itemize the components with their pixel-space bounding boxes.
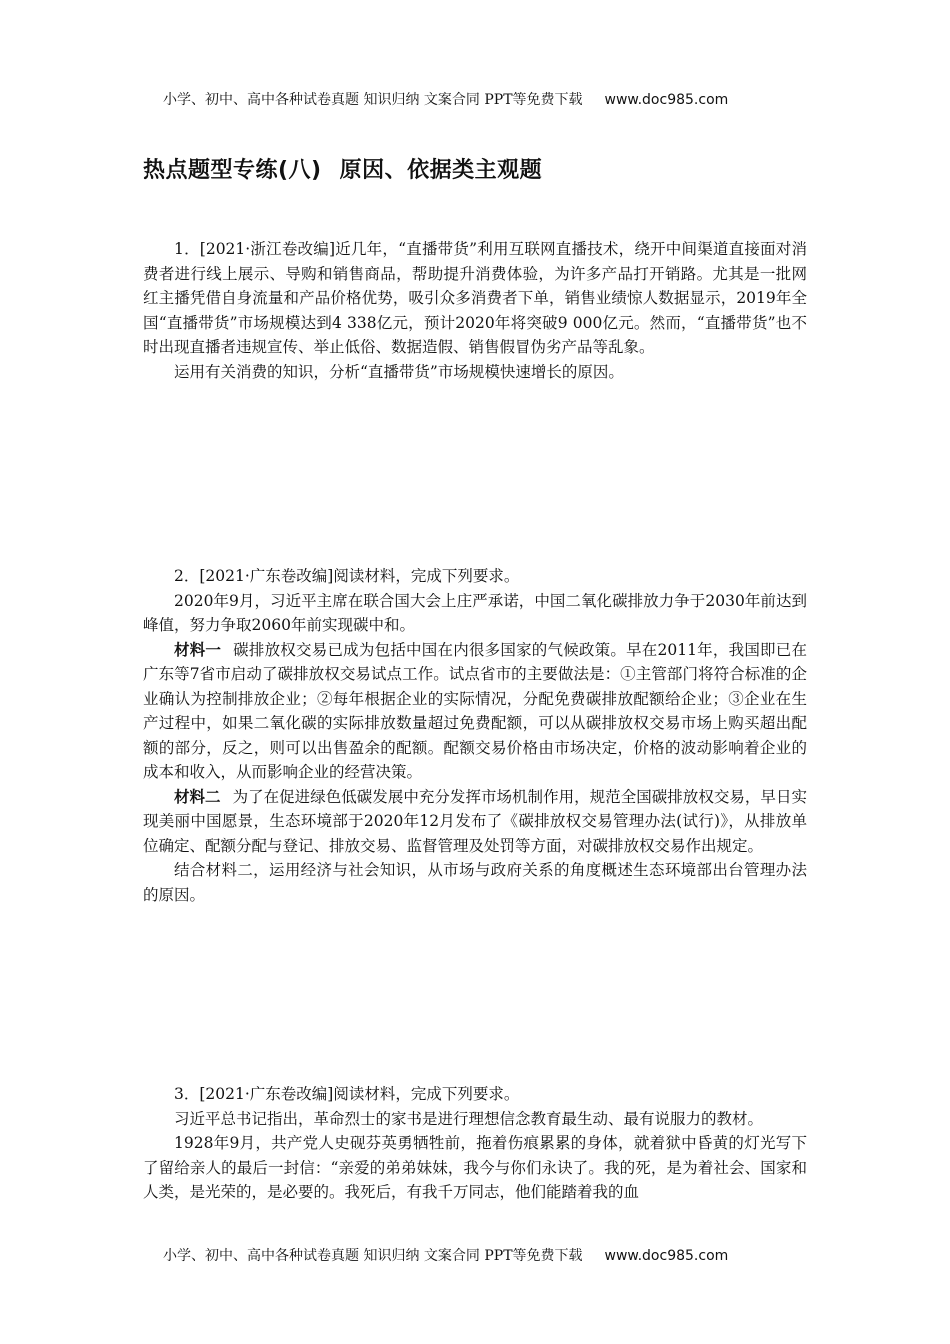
page-title — [143, 153, 542, 184]
question-3-intro: 3．[2021·广东卷改编]阅读材料，完成下列要求。 — [174, 1085, 520, 1103]
question-3-quote: 习近平总书记指出，革命烈士的家书是进行理想信念教育最生动、最有说服力的教材。 — [174, 1109, 764, 1128]
title-sub: 原因、依据类主观题 — [339, 158, 543, 183]
page-header — [163, 89, 728, 109]
material-1-text: 碳排放权交易已成为包括中国在内很多国家的气候政策。早在2011年，我国即已在广东等7省市启动了碳排放权交易试点工作。试点省市的主要做法是：①主管部门将符合标准的企业确认为控制排放企业；②每年根据企业的实际情况，分配免费碳排放配额给企业；③企业在生产过程中，如果二氧化碳的实际排放数量超过免费配额，可以从碳排放权交易市场上购买超出配额的部分，反之，则可以出售盈余的配额。配额交易价格由市场决定，价格的波动影响着企业的成本和收入，从而影响企业的经营决策。 — [143, 640, 807, 781]
question-3 — [143, 1082, 807, 1205]
question-2-background: 2020年9月，习近平主席在联合国大会上庄严承诺，中国二氧化碳排放力争于2030年前达到峰值，努力争取2060年前实现碳中和。 — [143, 591, 807, 634]
footer-text: 小学、初中、高中各种试卷真题 知识归纳 文案合同 PPT等免费下载 — [163, 1248, 583, 1264]
question-1-prompt: 运用有关消费的知识，分析“直播带货”市场规模快速增长的原因。 — [174, 362, 624, 381]
header-text: 小学、初中、高中各种试卷真题 知识归纳 文案合同 PPT等免费下载 — [163, 92, 583, 108]
footer-site-link[interactable]: www.doc985.com — [604, 1248, 729, 1264]
page-footer — [163, 1245, 728, 1265]
question-2-material-1 — [143, 638, 807, 785]
question-1-material: 1．[2021·浙江卷改编]近几年，“直播带货”利用互联网直播技术，绕开中间渠道直接面对消费者进行线上展示、导购和销售商品，帮助提升消费体验，为许多产品打开销路。尤其是一批网红主播凭借自身流量和产品价格优势，吸引众多消费者下单，销售业绩惊人数据显示，2019年全国“直播带货”市场规模达到4 338亿元，预计2020年将突破9 000亿元。然而，“直播带货”也不时出现直播者违规宣传、举止低俗、数据造假、销售假冒伪劣产品等乱象。 — [143, 240, 807, 356]
material-2-text: 为了在促进绿色低碳发展中充分发挥市场机制作用，规范全国碳排放权交易，早日实现美丽中国愿景，生态环境部于2020年12月发布了《碳排放权交易管理办法(试行)》，从排放单位确定、配额分配与登记、排放交易、监督管理及处罚等方面，对碳排放权交易作出规定。 — [143, 787, 807, 855]
header-site-link[interactable]: www.doc985.com — [604, 92, 729, 108]
question-2-material-2 — [143, 785, 807, 859]
question-3-material: 1928年9月，共产党人史砚芬英勇牺牲前，拖着伤痕累累的身体，就着狱中昏黄的灯光写下了留给亲人的最后一封信：“亲爱的弟弟妹妹，我今与你们永诀了。我的死，是为着社会、国家和人类，是光荣的，是必要的。我死后，有我千万同志，他们能踏着我的血 — [143, 1134, 807, 1201]
question-1 — [143, 237, 807, 384]
material-1-label: 材料一 — [174, 640, 222, 659]
title-main: 热点题型专练(八) — [143, 158, 322, 183]
question-2 — [143, 564, 807, 907]
question-2-prompt: 结合材料二，运用经济与社会知识，从市场与政府关系的角度概述生态环境部出台管理办法的原因。 — [143, 861, 807, 904]
question-2-intro: 2．[2021·广东卷改编]阅读材料，完成下列要求。 — [174, 567, 520, 585]
material-2-label: 材料二 — [174, 787, 221, 806]
